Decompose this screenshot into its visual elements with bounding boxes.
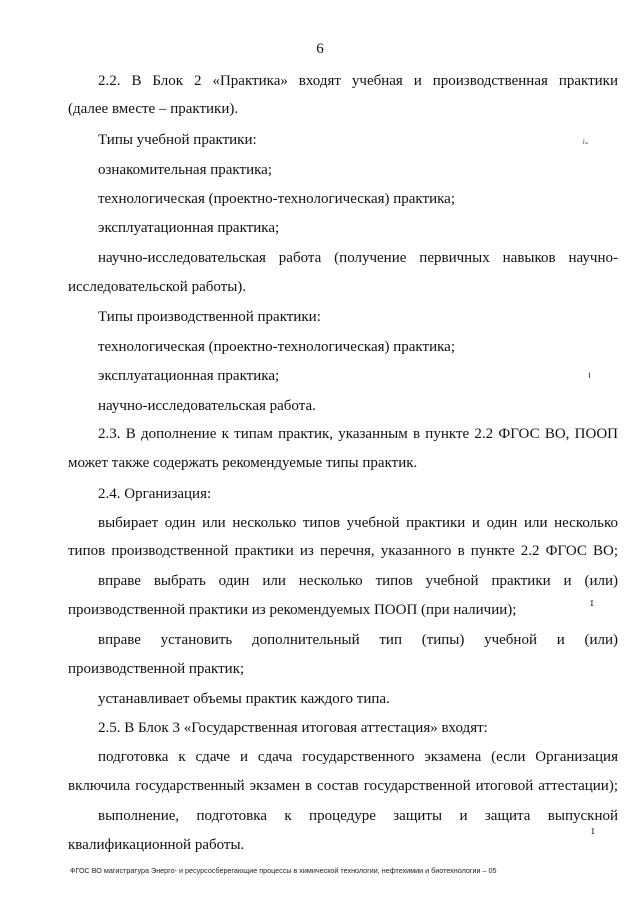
- text-line: эксплуатационная практика;: [98, 220, 280, 236]
- text-line: 2.2. В Блок 2 «Практика» входят учебная и производственная практики: [98, 73, 618, 89]
- text-line: Типы учебной практики:: [98, 132, 257, 148]
- text-line: вправе выбрать один или несколько типов учебной практики и (или): [98, 573, 618, 589]
- text-line: типов производственной практики из перечня, указанного в пункте 2.2 ФГОС ВО;: [68, 543, 618, 559]
- scan-mark-icon: ʲ‐: [583, 138, 589, 149]
- text-line: выбирает один или несколько типов учебной практики и один или несколько: [98, 515, 618, 531]
- text-line: вправе установить дополнительный тип (типы) учебной и (или): [98, 632, 618, 648]
- text-line: может также содержать рекомендуемые типы практик.: [68, 455, 418, 471]
- scan-mark-icon: ɪ: [590, 598, 594, 609]
- text-line: научно-исследовательская работа (получение первичных навыков научно-: [98, 250, 618, 266]
- text-line: ознакомительная практика;: [98, 162, 272, 178]
- text-line: выполнение, подготовка к процедуре защиты и защита выпускной: [98, 808, 618, 824]
- document-footer: ФГОС ВО магистратура Энерго- и ресурсосберегающие процессы в химической технологии, нефтехимии и биотехнологии – 05: [70, 866, 497, 875]
- page-number: 6: [316, 41, 324, 57]
- text-line: (далее вместе – практики).: [68, 101, 239, 117]
- text-line: 2.4. Организация:: [98, 486, 212, 502]
- text-line: включила государственный экзамен в состав государственной итоговой аттестации);: [68, 778, 618, 794]
- text-line: технологическая (проектно-технологическая) практика;: [98, 339, 455, 355]
- text-line: технологическая (проектно-технологическая) практика;: [98, 191, 455, 207]
- text-line: исследовательской работы).: [68, 279, 247, 295]
- text-line: 2.3. В дополнение к типам практик, указанным в пункте 2.2 ФГОС ВО, ПООП: [98, 426, 618, 442]
- text-line: Типы производственной практики:: [98, 309, 321, 325]
- text-line: эксплуатационная практика;: [98, 368, 280, 384]
- text-line: квалификационной работы.: [68, 837, 245, 853]
- text-line: устанавливает объемы практик каждого типа.: [98, 691, 390, 707]
- text-line: подготовка к сдаче и сдача государственного экзамена (если Организация: [98, 749, 618, 765]
- scan-mark-icon: ɪ: [591, 826, 595, 837]
- scan-mark-icon: ı: [588, 370, 591, 381]
- text-line: производственной практик;: [68, 661, 245, 677]
- text-line: производственной практики из рекомендуемых ПООП (при наличии);: [68, 602, 517, 618]
- text-line: научно-исследовательская работа.: [98, 398, 316, 414]
- text-line: 2.5. В Блок 3 «Государственная итоговая аттестация» входят:: [98, 720, 488, 736]
